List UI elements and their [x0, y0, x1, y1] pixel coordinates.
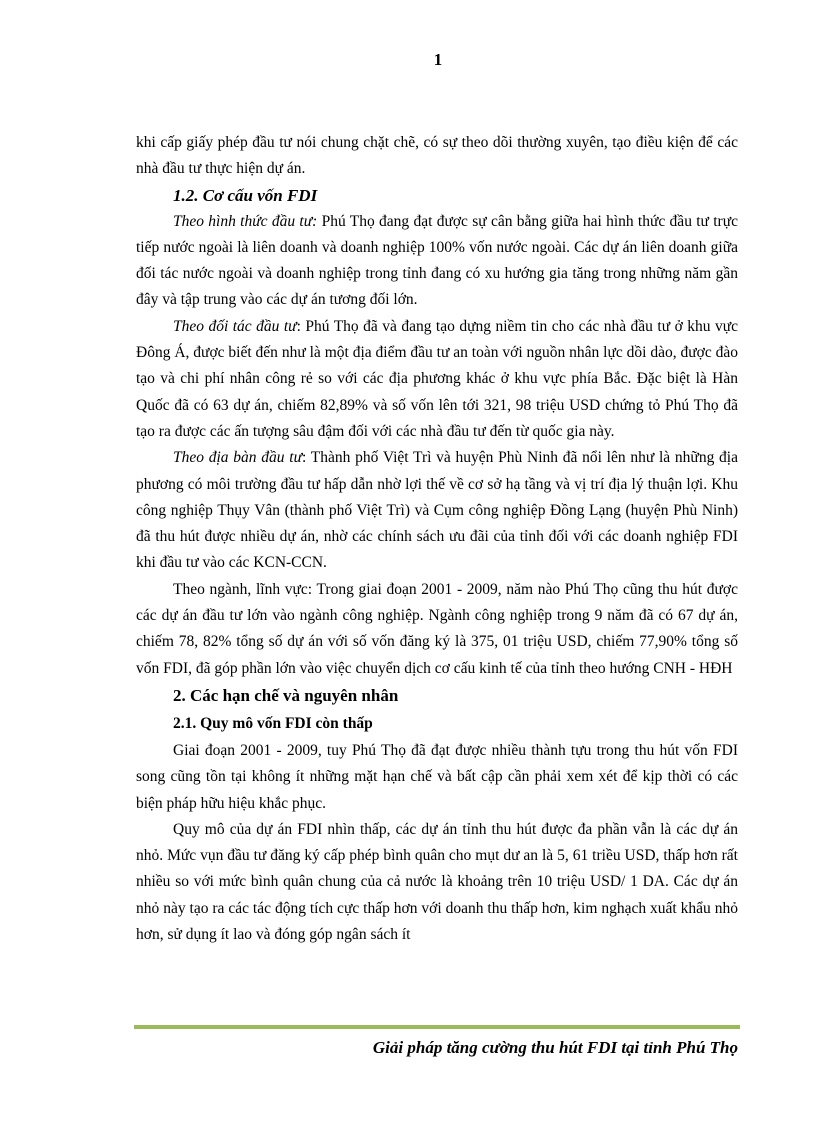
heading-low-capital-scale: 2.1. Quy mô vốn FDI còn thấp	[173, 714, 373, 732]
heading-capital-structure: 1.2. Cơ cấu vốn FDI	[173, 185, 318, 205]
paragraph-period: Giai đoạn 2001 - 2009, tuy Phú Thọ đã đạt được nhiều thành tựu trong thu hút vốn FDI song cũng tồn tại không ít những mặt hạn chế và bất cập cần phải xem xét để kịp thời có các biện pháp hữu hiệu khắc phục.	[136, 741, 738, 812]
footer-title: Giải pháp tăng cường thu hút FDI tại tỉnh Phú Thọ	[372, 1038, 738, 1057]
paragraph-investment-partner	[136, 314, 738, 445]
page-number: 1	[433, 50, 443, 69]
text-investment-partner: : Phú Thọ đã và đang tạo dựng niềm tin cho các nhà đầu tư ở khu vực Đông Á, được biết đến như là một địa điểm đầu tư an toàn với nguồn nhân lực dồi dào, được đào tạo và chi phí nhân công rẻ so với các địa phương khác ở khu vực phía Bắc. Đặc biệt là Hàn Quốc đã có 63 dự án, chiếm 82,89% và số vốn lên tới 321, 98 triệu USD chứng tỏ Phú Thọ đã tạo ra được các ấn tượng sâu đậm đối với các nhà đầu tư đến từ quốc gia này.	[136, 317, 738, 440]
lead-investment-form: Theo hình thức đầu tư:	[173, 212, 318, 230]
footer-divider	[134, 1025, 740, 1029]
text-investment-form: Phú Thọ đang đạt được sự cân bằng giữa hai hình thức đầu tư trực tiếp nước ngoài là liên doanh và doanh nghiệp 100% vốn nước ngoài. Các dự án liên doanh giữa đối tác nước ngoài và doanh nghiệp trong tỉnh đang có xu hướng gia tăng trong những năm gần đây và tập trung vào các dự án tương đối lớn.	[136, 212, 738, 309]
paragraph-intro: khi cấp giấy phép đầu tư nói chung chặt chẽ, có sự theo dõi thường xuyên, tạo điều kiện để các nhà đầu tư thực hiện dự án.	[136, 134, 738, 178]
paragraph-project-scale: Quy mô của dự án FDI nhìn thấp, các dự án tỉnh thu hút được đa phần vẫn là các dự án nhỏ. Mức vụn đầu tư đăng ký cấp phép bình quân cho mụt dư an là 5, 61 triều USD, thấp hơn rất nhiều so với mức bình quân chung của cả nước là khoảng trên 10 triệu USD/ 1 DA. Các dự án nhỏ này tạo ra các tác động tích cực thấp hơn với doanh thu thấp hơn, kim nghạch xuất khẩu nhỏ hơn, sử dụng ít lao và đóng góp ngân sách ít	[136, 820, 738, 944]
paragraph-investment-form	[136, 209, 738, 314]
paragraph-investment-area	[136, 445, 738, 576]
text-investment-area: : Thành phố Việt Trì và huyện Phù Ninh đã nổi lên như là những địa phương có môi trường đầu tư hấp dẫn nhờ lợi thế về cơ sở hạ tầng và vị trí địa lý thuận lợi. Khu công nghiệp Thụy Vân (thành phố Việt Trì) và Cụm công nghiệp Đồng Lạng (huyện Phù Ninh) đã thu hút được nhiều dự án, nhờ các chính sách ưu đãi của tỉnh đối với các doanh nghiệp FDI khi đầu tư vào các KCN-CCN.	[136, 449, 738, 572]
document-body	[136, 130, 738, 948]
lead-investment-area: Theo địa bàn đầu tư	[173, 449, 303, 467]
paragraph-sector: Theo ngành, lĩnh vực: Trong giai đoạn 2001 - 2009, năm nào Phú Thọ cũng thu hút được các dự án đầu tư lớn vào ngành công nghiệp. Ngành công nghiệp trong 9 năm đã có 67 dự án, chiếm 78, 82% tổng số dự án với số vốn đăng ký là 375, 01 triệu USD, chiếm 77,90% tổng số vốn FDI, đã góp phần lớn vào việc chuyển dịch cơ cấu kinh tế của tỉnh theo hướng CNH - HĐH	[136, 580, 738, 677]
heading-limitations: 2. Các hạn chế và nguyên nhân	[173, 685, 399, 705]
lead-investment-partner: Theo đối tác đầu tư	[173, 317, 297, 335]
